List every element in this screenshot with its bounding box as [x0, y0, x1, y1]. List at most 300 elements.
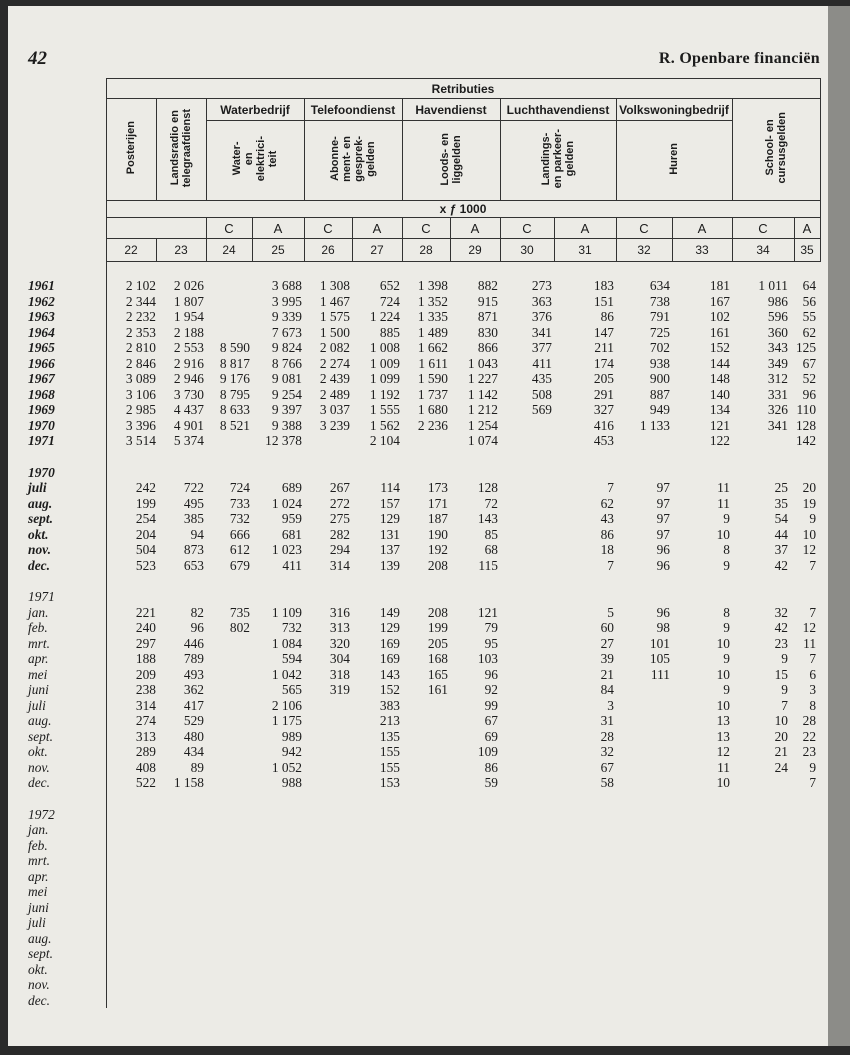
table-cell: 830 — [477, 324, 498, 340]
table-cell — [450, 993, 500, 1009]
table-cell: 291 — [593, 386, 614, 402]
table-row — [22, 325, 820, 341]
table-cell — [450, 838, 500, 854]
table-cell — [304, 465, 352, 481]
table-cell — [206, 465, 252, 481]
table-cell — [402, 946, 450, 962]
row-label: jan. — [22, 822, 106, 838]
table-cell — [554, 931, 616, 947]
table-cell — [106, 931, 156, 947]
letter-cell: A — [352, 218, 402, 239]
table-cell — [156, 946, 206, 962]
table-cell: 341 — [531, 324, 552, 340]
table-cell: 111 — [650, 666, 670, 682]
table-cell: 96 — [656, 542, 670, 557]
table-cell: 96 — [656, 604, 670, 620]
table-cell — [732, 884, 794, 900]
table-cell: 523 — [106, 558, 156, 574]
table-cell — [304, 775, 352, 791]
table-cell — [672, 931, 732, 947]
table-cell: 42 — [774, 620, 788, 635]
table-cell — [304, 869, 352, 885]
table-cell: 121 — [709, 417, 730, 433]
table-cell: 802 — [229, 620, 250, 635]
document-page — [8, 6, 828, 1046]
table-cell: 7 — [809, 775, 817, 790]
table-cell: 735 — [229, 604, 250, 620]
table-cell — [794, 465, 820, 481]
table-cell: 181 — [709, 278, 730, 293]
table-cell — [554, 807, 616, 823]
table-cell: 174 — [593, 355, 614, 371]
table-cell: 13 — [716, 728, 730, 744]
row-label: sept. — [22, 946, 106, 962]
table-cell — [500, 418, 554, 434]
table-cell — [304, 698, 352, 714]
table-cell — [402, 853, 450, 869]
table-cell: 1 043 — [467, 355, 498, 371]
table-cell — [616, 853, 672, 869]
table-cell — [106, 915, 156, 931]
table-cell — [554, 993, 616, 1009]
table-row — [22, 558, 820, 574]
table-cell — [732, 589, 794, 605]
table-cell: 155 — [379, 759, 400, 775]
table-cell: 140 — [709, 386, 730, 402]
table-cell: 681 — [281, 526, 302, 542]
table-cell: 8 633 — [219, 402, 250, 417]
table-cell: 1 352 — [417, 293, 448, 309]
col-header-water: Water- en elektrici- teit — [206, 121, 304, 201]
table-cell — [252, 884, 304, 900]
table-cell: 211 — [594, 340, 614, 355]
table-cell: 349 — [767, 355, 788, 371]
table-cell — [616, 682, 672, 698]
table-cell — [616, 838, 672, 854]
table-cell: 331 — [767, 386, 788, 402]
col-header-posterijen: Posterijen — [106, 99, 156, 201]
table-row — [22, 900, 820, 916]
table-cell: 114 — [380, 480, 400, 495]
table-cell: 32 — [774, 604, 788, 620]
table-cell: 27 — [600, 635, 614, 651]
table-cell: 143 — [379, 666, 400, 682]
table-cell: 86 — [484, 759, 498, 775]
table-cell: 152 — [709, 340, 730, 355]
table-cell — [352, 822, 402, 838]
table-cell — [500, 946, 554, 962]
table-cell — [352, 946, 402, 962]
row-label: feb. — [22, 620, 106, 636]
table-cell: 3 995 — [271, 293, 302, 309]
table-cell: 3 514 — [106, 433, 156, 449]
table-cell — [794, 807, 820, 823]
table-cell — [352, 931, 402, 947]
table-cell — [554, 465, 616, 481]
table-cell: 2 846 — [106, 356, 156, 372]
table-row — [22, 402, 820, 418]
table-cell: 147 — [593, 324, 614, 340]
table-cell: 24 — [774, 759, 788, 775]
table-cell — [206, 636, 252, 652]
table-cell: 791 — [649, 309, 670, 324]
table-cell: 314 — [329, 557, 350, 573]
table-cell: 3 688 — [271, 278, 302, 293]
table-row — [22, 667, 820, 683]
table-cell — [450, 931, 500, 947]
table-cell: 9 824 — [271, 340, 302, 355]
column-number: 31 — [554, 239, 616, 262]
group-header-waterbedrijf: Waterbedrijf — [206, 99, 304, 121]
table-cell: 724 — [229, 480, 250, 495]
table-cell: 7 — [607, 480, 614, 495]
table-cell: 3 730 — [173, 386, 204, 402]
table-cell — [500, 682, 554, 698]
table-cell: 25 — [774, 480, 788, 495]
table-cell: 2 810 — [106, 340, 156, 356]
table-cell: 169 — [379, 651, 400, 666]
table-cell — [206, 589, 252, 605]
table-cell: 341 — [767, 417, 788, 433]
table-cell: 273 — [531, 278, 552, 293]
table-cell — [206, 900, 252, 916]
table-cell: 15 — [774, 666, 788, 682]
table-cell — [500, 433, 554, 449]
table-cell — [616, 698, 672, 714]
table-cell: 187 — [427, 511, 448, 526]
table-row — [22, 962, 820, 978]
table-cell — [206, 962, 252, 978]
table-cell — [352, 915, 402, 931]
table-cell — [450, 900, 500, 916]
table-cell: 435 — [531, 371, 552, 386]
table-cell: 97 — [656, 511, 670, 526]
table-cell: 1 398 — [417, 278, 448, 293]
letter-cell: C — [206, 218, 252, 239]
table-cell: 1 737 — [417, 386, 448, 402]
table-cell: 92 — [484, 682, 498, 697]
table-cell: 129 — [379, 620, 400, 635]
table-cell — [304, 977, 352, 993]
table-cell: 495 — [183, 495, 204, 511]
table-cell: 10 — [716, 526, 730, 542]
table-cell: 95 — [484, 635, 498, 651]
table-cell: 326 — [767, 402, 788, 417]
letter-cell: A — [554, 218, 616, 239]
table-cell: 97 — [656, 480, 670, 495]
table-cell: 408 — [106, 760, 156, 776]
table-cell — [672, 993, 732, 1009]
table-row — [22, 993, 820, 1009]
table-cell — [156, 931, 206, 947]
table-cell: 10 — [716, 775, 730, 790]
table-cell: 10 — [716, 666, 730, 682]
row-label: okt. — [22, 527, 106, 543]
table-cell: 9 — [723, 651, 730, 666]
table-cell: 12 378 — [265, 433, 302, 448]
table-cell: 28 — [600, 728, 614, 744]
table-cell: 169 — [379, 635, 400, 651]
table-cell: 989 — [281, 728, 302, 744]
table-cell: 320 — [329, 635, 350, 651]
table-cell: 31 — [600, 713, 614, 728]
table-cell — [500, 636, 554, 652]
table-cell — [106, 838, 156, 854]
table-cell: 128 — [477, 480, 498, 495]
table-cell: 1 099 — [369, 371, 400, 386]
table-cell — [252, 822, 304, 838]
table-row — [22, 729, 820, 745]
table-cell — [402, 698, 450, 714]
table-cell — [554, 884, 616, 900]
table-cell — [500, 775, 554, 791]
table-row — [22, 651, 820, 667]
table-cell: 129 — [379, 511, 400, 526]
column-number: 35 — [794, 239, 820, 262]
table-row — [22, 713, 820, 729]
table-row — [22, 356, 820, 372]
table-cell: 188 — [106, 651, 156, 667]
table-cell: 167 — [709, 293, 730, 309]
table-cell: 122 — [709, 433, 730, 448]
table-cell — [156, 977, 206, 993]
table-cell: 1 158 — [173, 775, 204, 790]
page-number: 42 — [28, 48, 47, 69]
table-cell — [500, 807, 554, 823]
table-cell — [794, 869, 820, 885]
table-cell: 294 — [329, 542, 350, 557]
table-cell: 522 — [106, 775, 156, 791]
table-cell: 208 — [427, 557, 448, 573]
table-cell — [794, 962, 820, 978]
table-cell — [206, 667, 252, 683]
table-cell: 732 — [229, 511, 250, 526]
row-label: okt. — [22, 744, 106, 760]
row-label: 1970 — [22, 418, 106, 434]
table-cell: 282 — [329, 526, 350, 542]
table-cell — [402, 993, 450, 1009]
table-cell — [554, 946, 616, 962]
table-cell: 37 — [774, 542, 788, 557]
table-cell — [732, 946, 794, 962]
row-label: dec. — [22, 775, 106, 791]
table-cell — [450, 977, 500, 993]
table-cell — [794, 822, 820, 838]
table-cell — [402, 807, 450, 823]
table-cell: 190 — [427, 526, 448, 542]
table-cell — [616, 931, 672, 947]
table-row — [22, 744, 820, 760]
table-cell: 480 — [183, 728, 204, 744]
row-label: feb. — [22, 838, 106, 854]
table-cell: 96 — [656, 557, 670, 573]
table-cell — [352, 962, 402, 978]
table-cell — [554, 869, 616, 885]
table-cell — [206, 884, 252, 900]
table-cell: 9 — [809, 511, 817, 526]
table-row — [22, 977, 820, 993]
table-cell — [206, 325, 252, 341]
table-cell — [500, 931, 554, 947]
table-cell — [304, 931, 352, 947]
table-row — [22, 511, 820, 527]
table-cell — [732, 977, 794, 993]
group-header-havendienst: Havendienst — [402, 99, 500, 121]
table-cell: 1 555 — [369, 402, 400, 417]
table-cell: 110 — [796, 402, 817, 417]
table-cell: 242 — [106, 480, 156, 496]
table-cell: 67 — [600, 759, 614, 775]
table-cell: 2 353 — [106, 325, 156, 341]
table-cell — [252, 838, 304, 854]
table-cell: 1 335 — [417, 309, 448, 324]
row-label: 1969 — [22, 402, 106, 418]
table-row — [22, 387, 820, 403]
table-cell — [304, 900, 352, 916]
table-cell — [206, 729, 252, 745]
table-cell — [616, 775, 672, 791]
table-cell: 165 — [427, 666, 448, 682]
table-cell — [402, 884, 450, 900]
table-cell: 209 — [106, 667, 156, 683]
row-label: mei — [22, 667, 106, 683]
table-cell — [732, 993, 794, 1009]
table-cell: 1 680 — [417, 402, 448, 417]
table-cell — [206, 915, 252, 931]
table-cell — [794, 946, 820, 962]
column-number: 30 — [500, 239, 554, 262]
table-cell: 5 374 — [173, 433, 204, 448]
row-label: juni — [22, 900, 106, 916]
column-number: 33 — [672, 239, 732, 262]
table-cell — [402, 433, 450, 449]
table-cell: 2 985 — [106, 402, 156, 418]
table-cell — [206, 278, 252, 294]
table-cell: 446 — [183, 635, 204, 651]
table-cell: 35 — [774, 495, 788, 511]
table-cell: 13 — [716, 713, 730, 728]
table-cell: 1 008 — [369, 340, 400, 355]
row-label: 1971 — [22, 589, 106, 605]
table-cell — [304, 713, 352, 729]
table-cell: 2 946 — [173, 371, 204, 386]
table-cell: 12 — [802, 542, 817, 557]
table-cell — [402, 900, 450, 916]
table-cell — [554, 915, 616, 931]
table-cell: 725 — [649, 324, 670, 340]
table-cell: 313 — [106, 729, 156, 745]
column-number: 24 — [206, 239, 252, 262]
table-cell: 105 — [649, 651, 670, 666]
table-cell — [554, 589, 616, 605]
table-cell: 304 — [329, 651, 350, 666]
table-row — [22, 496, 820, 512]
table-cell: 84 — [600, 682, 614, 697]
table-cell — [554, 853, 616, 869]
table-cell: 882 — [477, 278, 498, 293]
table-cell — [554, 962, 616, 978]
table-cell — [352, 838, 402, 854]
row-label: mei — [22, 884, 106, 900]
table-cell: 199 — [427, 620, 448, 635]
table-row — [22, 371, 820, 387]
table-row — [22, 294, 820, 310]
table-cell: 416 — [593, 417, 614, 433]
table-cell: 343 — [767, 340, 788, 355]
table-cell: 18 — [600, 542, 614, 557]
table-cell — [252, 869, 304, 885]
table-cell: 2 489 — [319, 386, 350, 402]
table-cell: 148 — [709, 371, 730, 386]
table-cell: 2 274 — [319, 355, 350, 371]
table-cell: 3 — [607, 697, 614, 713]
table-cell: 569 — [531, 402, 552, 417]
table-cell: 144 — [709, 355, 730, 371]
table-cell: 60 — [600, 620, 614, 635]
table-cell — [304, 744, 352, 760]
table-cell — [252, 807, 304, 823]
table-cell: 208 — [427, 604, 448, 620]
table-cell — [500, 480, 554, 496]
group-header-luchthavendienst: Luchthavendienst — [500, 99, 616, 121]
table-cell: 9 — [723, 620, 730, 635]
table-cell: 2 553 — [173, 340, 204, 355]
column-number: 27 — [352, 239, 402, 262]
table-cell — [352, 869, 402, 885]
table-cell: 274 — [106, 713, 156, 729]
table-row — [22, 884, 820, 900]
table-cell: 529 — [183, 713, 204, 728]
table-cell — [732, 822, 794, 838]
table-cell: 137 — [379, 542, 400, 557]
table-cell — [252, 900, 304, 916]
row-label: 1970 — [22, 465, 106, 481]
table-cell: 157 — [379, 495, 400, 511]
table-cell: 173 — [427, 480, 448, 495]
table-cell: 666 — [229, 526, 250, 542]
table-cell: 2 916 — [173, 355, 204, 371]
table-cell — [732, 931, 794, 947]
table-cell: 19 — [802, 495, 817, 511]
table-cell — [156, 869, 206, 885]
table-cell — [206, 698, 252, 714]
table-cell — [156, 465, 206, 481]
table-cell: 85 — [484, 526, 498, 542]
table-cell: 21 — [600, 666, 614, 682]
table-cell — [304, 822, 352, 838]
table-cell — [206, 760, 252, 776]
table-cell: 161 — [427, 682, 448, 697]
table-row — [22, 480, 820, 496]
table-cell: 67 — [484, 713, 498, 728]
table-cell — [500, 869, 554, 885]
letter-cell: C — [304, 218, 352, 239]
table-cell: 10 — [802, 526, 817, 542]
table-cell — [304, 729, 352, 745]
table-cell: 313 — [329, 620, 350, 635]
table-cell — [500, 977, 554, 993]
table-cell — [616, 884, 672, 900]
table-cell: 738 — [649, 293, 670, 309]
table-row — [22, 698, 820, 714]
table-cell — [304, 589, 352, 605]
table-cell — [554, 838, 616, 854]
table-cell: 732 — [281, 620, 302, 635]
table-cell: 67 — [802, 355, 817, 371]
table-cell — [352, 807, 402, 823]
table-cell — [206, 713, 252, 729]
table-cell: 183 — [593, 278, 614, 293]
